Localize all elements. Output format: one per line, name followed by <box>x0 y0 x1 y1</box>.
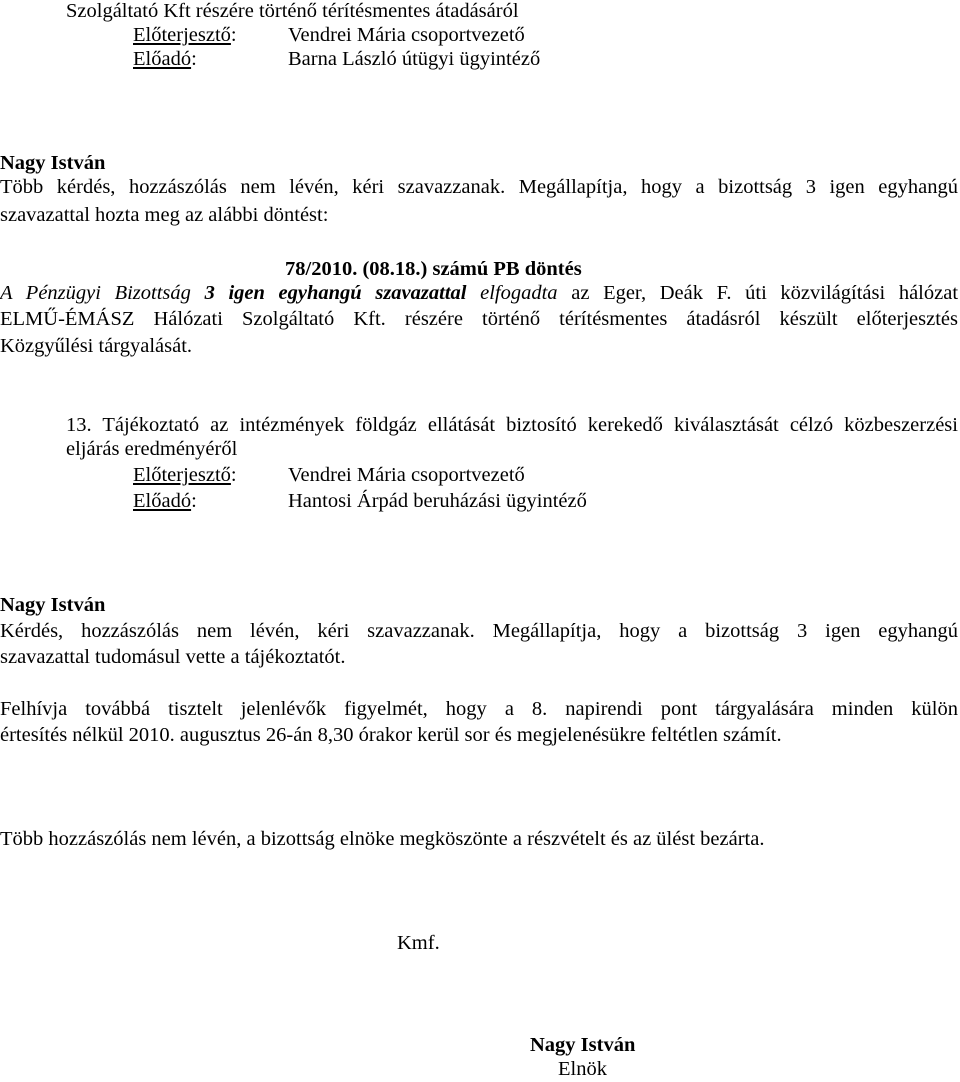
speech-line: szavazattal hozta meg az alábbi döntést: <box>0 204 329 226</box>
decision-number: 78/2010. (08.18. <box>285 258 421 280</box>
decision-line: ELMŰ-ÉMÁSZ Hálózati Szolgáltató Kft. részére történő térítésmentes átadásról készült előterjesztés <box>0 308 958 330</box>
notice-line: értesítés nélkül 2010. augusztus 26-án 8,30 órakor kerül sor és megjelenésükre feltétlen számít. <box>0 724 782 746</box>
speaker-heading: Nagy István <box>0 594 106 616</box>
presenter-row: Előterjesztő: Vendrei Mária csoportvezető <box>133 464 525 486</box>
decision-title <box>285 256 582 282</box>
speaker-heading: Nagy István <box>0 152 106 174</box>
kmf: Kmf. <box>397 932 440 954</box>
presenter-label: Előterjesztő <box>133 464 231 486</box>
speaker-label: Előadó <box>133 490 192 512</box>
signature-name: Nagy István <box>530 1034 636 1056</box>
presenter-row: Előterjesztő: Vendrei Mária csoportvezető <box>133 24 525 46</box>
notice-line: Felhívja továbbá tisztelt jelenlévők figyelmét, hogy a 8. napirendi pont tárgyalására minden külön <box>0 698 958 720</box>
speaker-row: Előadó: Barna László útügyi ügyintéző <box>133 48 541 70</box>
decision-subject: az Eger, Deák F. úti közvilágítási hálózat <box>571 282 959 304</box>
speaker-row: Előadó: Hantosi Árpád beruházási ügyintéző <box>133 490 587 512</box>
presenter-name: Vendrei Mária csoportvezető <box>288 24 525 46</box>
decision-title-rest: ) számú PB döntés <box>420 258 582 280</box>
decision-line: Közgyűlési tárgyalását. <box>0 335 193 357</box>
speaker-name: Hantosi Árpád beruházási ügyintéző <box>288 490 587 512</box>
speech-line: Kérdés, hozzászólás nem lévén, kéri szavazzanak. Megállapítja, hogy a bizottság 3 igen egyhangú <box>0 620 958 642</box>
speech-line: szavazattal tudomásul vette a tájékoztatót. <box>0 646 346 668</box>
signature-role: Elnök <box>558 1058 607 1080</box>
decision-vote: 3 igen egyhangú szavazattal <box>204 282 467 304</box>
decision-verb: elfogadta <box>480 282 558 304</box>
agenda-item-title-line2: eljárás eredményéről <box>66 438 238 460</box>
speech-line: Több kérdés, hozzászólás nem lévén, kéri szavazzanak. Megállapítja, hogy a bizottság 3 igen egyhangú <box>0 176 958 198</box>
presenter-label: Előterjesztő <box>133 24 231 46</box>
item-title-tail: Szolgáltató Kft részére történő térítésmentes átadásáról <box>66 0 519 22</box>
speaker-name: Barna László útügyi ügyintéző <box>288 48 541 70</box>
closing-statement: Több hozzászólás nem lévén, a bizottság elnöke megköszönte a részvételt és az ülést bezárta. <box>0 828 765 850</box>
presenter-name: Vendrei Mária csoportvezető <box>288 464 525 486</box>
agenda-item-number: 13. <box>66 414 92 436</box>
agenda-item-title-line: Tájékoztató az intézmények földgáz ellátását biztosító kerekedő kiválasztását célzó közbeszerzési <box>102 414 958 436</box>
agenda-item-title <box>66 412 958 438</box>
speaker-label: Előadó <box>133 48 192 70</box>
decision-committee: A Pénzügyi Bizottság <box>0 282 191 304</box>
decision-line <box>0 280 958 306</box>
